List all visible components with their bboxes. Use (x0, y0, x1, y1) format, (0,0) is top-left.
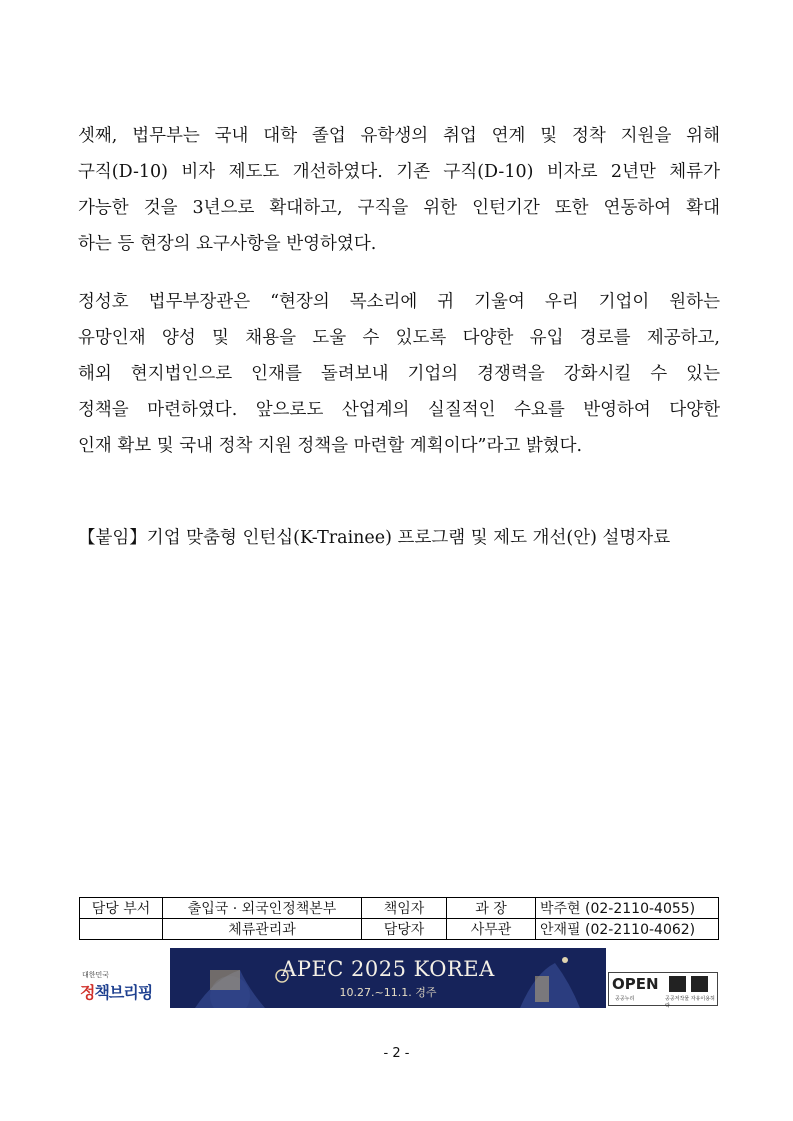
resp-name: 박주현 (02-2110-4055) (536, 898, 719, 919)
dept-name: 출입국 · 외국인정책본부 (163, 898, 362, 919)
page-number: - 2 - (383, 1046, 410, 1061)
staff-title: 사무관 (447, 919, 536, 940)
logo-text: 정책브리핑 (80, 983, 153, 1002)
paragraph-line: 해외 현지법인으로 인재를 돌려보내 기업의 경쟁력을 강화시킬 수 있는 (78, 364, 720, 384)
paragraph-line: 정책을 마련하였다. 앞으로도 산업계의 실질적인 수요를 반영하여 다양한 (78, 400, 720, 420)
resp-label: 책임자 (362, 898, 447, 919)
apec-banner[interactable] (170, 948, 606, 1008)
paragraph-line: 하는 등 현장의 요구사항을 반영하였다. (78, 234, 377, 254)
staff-name: 안재필 (02-2110-4062) (536, 919, 719, 940)
paragraph-line: 구직(D-10) 비자 제도도 개선하였다. 기존 구직(D-10) 비자로 2년만 체류가 (78, 162, 720, 182)
apec-date: 10.27.~11.1. 경주 (339, 986, 437, 999)
contact-table (79, 897, 719, 940)
paragraph-line: 가능한 것을 3년으로 확대하고, 구직을 위한 인턴기간 또한 연동하여 확대 (78, 198, 720, 218)
open-text: OPEN (612, 975, 659, 993)
open-license-badge (608, 972, 718, 1009)
resp-title: 과 장 (447, 898, 536, 919)
paragraph-line: 유망인재 양성 및 채용을 도울 수 있도록 다양한 유입 경로를 제공하고, (78, 328, 720, 348)
dept-label: 담당 부서 (80, 898, 163, 919)
paragraph-line: 정성호 법무부장관은 “현장의 목소리에 귀 기울여 우리 기업이 원하는 (78, 292, 720, 312)
attachment-note: 【붙임】기업 맞춤형 인턴십(K-Trainee) 프로그램 및 제도 개선(안) 설명자료 (78, 528, 671, 548)
dept-subname: 체류관리과 (163, 919, 362, 940)
open-sub-label: 공공누리 (615, 996, 635, 1002)
paragraph-line: 셋째, 법무부는 국내 대학 졸업 유학생의 취업 연계 및 정착 지원을 위해 (78, 126, 720, 146)
attribution-icon (669, 976, 686, 992)
footer-banner-row (80, 948, 720, 1008)
noncommercial-icon (691, 976, 708, 992)
open-sub-label-2: 공공저작물 자유이용허락 (665, 996, 715, 1009)
policy-briefing-logo[interactable] (80, 966, 170, 1006)
dept-label-blank (80, 919, 163, 940)
paragraph-line: 인재 확보 및 국내 정착 지원 정책을 마련할 계획이다”라고 밝혔다. (78, 436, 583, 456)
paragraph-minister-quote (78, 284, 720, 464)
paragraph-third (78, 118, 720, 262)
staff-label: 담당자 (362, 919, 447, 940)
apec-title: APEC 2025 KOREA (281, 957, 495, 981)
logo-small-text: 대한민국 (82, 971, 110, 979)
